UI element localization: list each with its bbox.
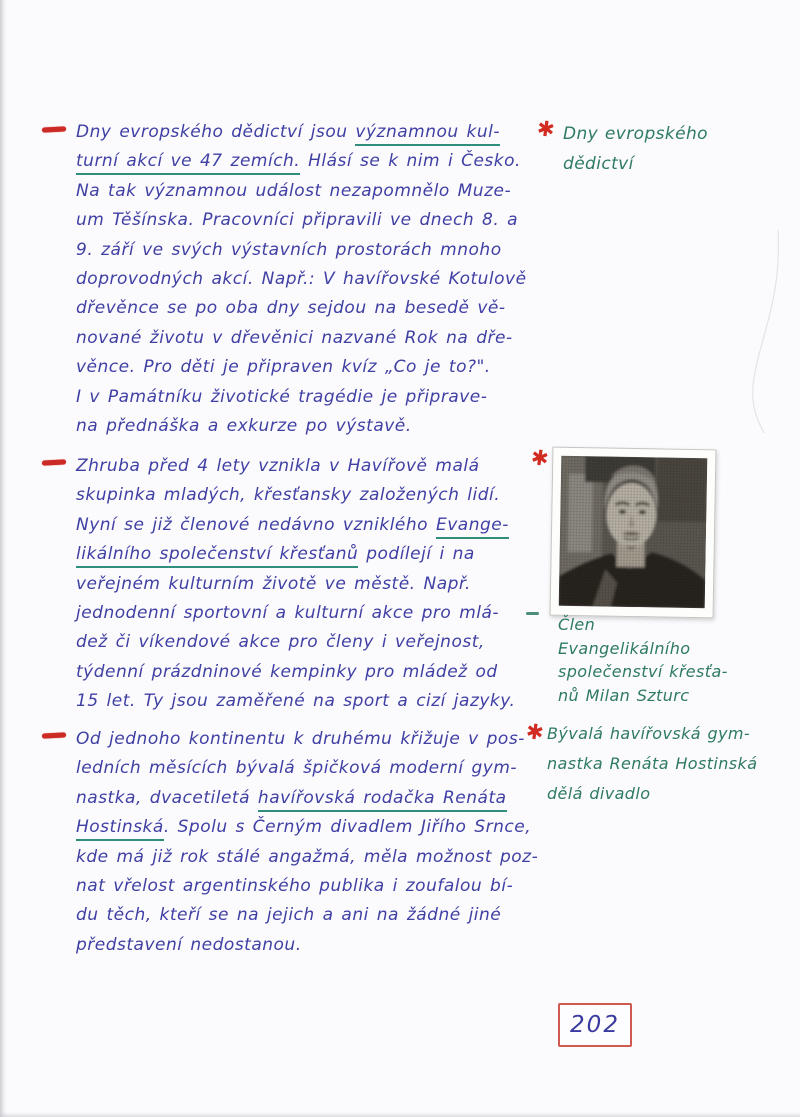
margin-note-heritage <box>563 119 708 179</box>
text-line <box>76 236 554 265</box>
text-line <box>76 324 554 353</box>
text-line <box>76 784 554 813</box>
text-line <box>76 540 554 569</box>
text-segment: Od jednoho kontinentu k druhému křižuje v pos- <box>76 729 525 749</box>
text-segment: dřevěnce se po oba dny sejdou na besedě vě- <box>76 298 506 319</box>
underlined-text: Evange- <box>436 515 509 539</box>
paper-edge-bottom <box>0 1112 800 1117</box>
note-line: Dny evropského <box>563 124 708 144</box>
text-segment: týdenní prázdninové kempinky pro mládež od <box>76 661 498 682</box>
text-segment: na přednáška a exkurze po výstavě. <box>76 416 412 437</box>
text-line <box>76 294 554 323</box>
text-line <box>76 511 554 540</box>
note-line: společenství křesťa- <box>558 662 728 681</box>
note-line: dělá divadlo <box>547 784 651 803</box>
text-line <box>76 687 554 716</box>
underlined-text: likálního společenství křesťanů <box>76 544 358 568</box>
note-line: Bývalá havířovská gym- <box>547 724 751 743</box>
text-line <box>76 901 554 930</box>
text-line <box>76 813 554 842</box>
red-asterisk-icon: ✱ <box>529 444 551 472</box>
text-segment: doprovodných akcí. Např.: V havířovské Kotulově <box>76 269 527 290</box>
text-line <box>76 725 554 754</box>
underlined-text: turní akcí ve 47 zemích. <box>76 151 300 175</box>
page-number-box <box>558 1003 632 1047</box>
paper-edge-left <box>0 0 7 1117</box>
red-asterisk-icon: ✱ <box>535 115 557 143</box>
text-line <box>76 628 554 657</box>
text-segment: jednodenní sportovní a kulturní akce pro mlá- <box>76 603 500 624</box>
text-segment: ledních měsících bývalá špičková moderní gym- <box>76 758 518 779</box>
portrait-photo <box>550 447 717 619</box>
page-number: 202 <box>570 1012 620 1038</box>
text-segment: Dny evropského dědictví jsou <box>76 122 356 142</box>
text-segment: dež či víkendové akce pro členy i veřejnost, <box>76 632 485 653</box>
text-line <box>76 872 554 901</box>
underlined-text: Hostinská <box>76 817 164 841</box>
text-line <box>76 115 557 147</box>
text-segment: I v Památníku životické tragédie je připrave- <box>76 386 488 407</box>
note-line: Evangelikálního <box>558 638 691 658</box>
text-segment: nat vřelost argentinského publika i zoufalou bí- <box>76 876 514 897</box>
text-line <box>76 481 554 510</box>
text-line <box>76 265 554 294</box>
text-segment: kde má již rok stálé angažmá, měla možnost poz- <box>76 846 539 867</box>
red-asterisk-icon: ✱ <box>524 718 546 746</box>
text-segment: du těch, kteří se na jejich a ani na žádné jiné <box>76 905 502 926</box>
text-segment: skupinka mladých, křesťansky založených lidí. <box>76 485 501 506</box>
text-line <box>76 599 554 628</box>
text-line <box>76 353 554 382</box>
text-line <box>76 383 554 412</box>
text-line <box>76 206 554 235</box>
underlined-text: významnou kul- <box>355 122 500 146</box>
margin-note-gymnast <box>547 719 797 809</box>
note-line: dědictví <box>563 154 634 174</box>
text-line <box>76 452 554 481</box>
text-segment: veřejném kulturním životě ve městě. Např. <box>76 573 471 594</box>
text-segment: nované životu v dřevěnici nazvané Rok na dře- <box>76 327 513 348</box>
paragraph-2 <box>76 452 554 717</box>
photo-caption <box>558 613 728 707</box>
red-dash-marker <box>42 459 66 465</box>
text-line <box>76 658 554 687</box>
text-line <box>76 147 554 176</box>
text-line <box>76 843 554 872</box>
text-line <box>76 412 554 441</box>
portrait-photo-image <box>559 456 708 609</box>
text-segment: Nyní se již členové nedávno vzniklého <box>76 514 436 535</box>
text-segment: um Těšínska. Pracovníci připravili ve dnech 8. a <box>76 210 519 231</box>
green-dash-mark <box>526 612 539 615</box>
text-segment: 15 let. Ty jsou zaměřené na sport a cizí jazyky. <box>76 691 516 712</box>
text-segment: Na tak významnou událost nezapomnělo Muze- <box>76 180 512 201</box>
text-segment: . Spolu s Černým divadlem Jiřího Srnce, <box>163 817 532 838</box>
text-segment: představení nedostanou. <box>76 934 302 955</box>
note-line: nastka Renáta Hostinská <box>547 754 758 773</box>
text-line <box>76 177 554 206</box>
text-segment: podílejí i na <box>358 544 475 565</box>
paragraph-1 <box>76 115 557 441</box>
text-segment: 9. září ve svých výstavních prostorách mnoho <box>76 239 502 260</box>
text-segment: Hlásí se k nim i Česko. <box>300 151 521 172</box>
text-segment: Zhruba před 4 lety vznikla v Havířově malá <box>76 456 480 476</box>
text-segment: nastka, dvacetiletá <box>76 787 258 808</box>
note-line: nů Milan Szturc <box>558 685 690 705</box>
red-dash-marker <box>42 126 66 132</box>
text-line <box>76 931 554 960</box>
red-dash-marker <box>42 732 66 738</box>
underlined-text: havířovská rodačka Renáta <box>258 788 507 812</box>
paragraph-3 <box>76 725 554 960</box>
paper-crease <box>742 228 786 438</box>
text-segment: věnce. Pro děti je připraven kvíz „Co je to?". <box>76 357 491 378</box>
note-line: Člen <box>558 615 596 634</box>
text-line <box>76 754 554 783</box>
text-line <box>76 570 554 599</box>
